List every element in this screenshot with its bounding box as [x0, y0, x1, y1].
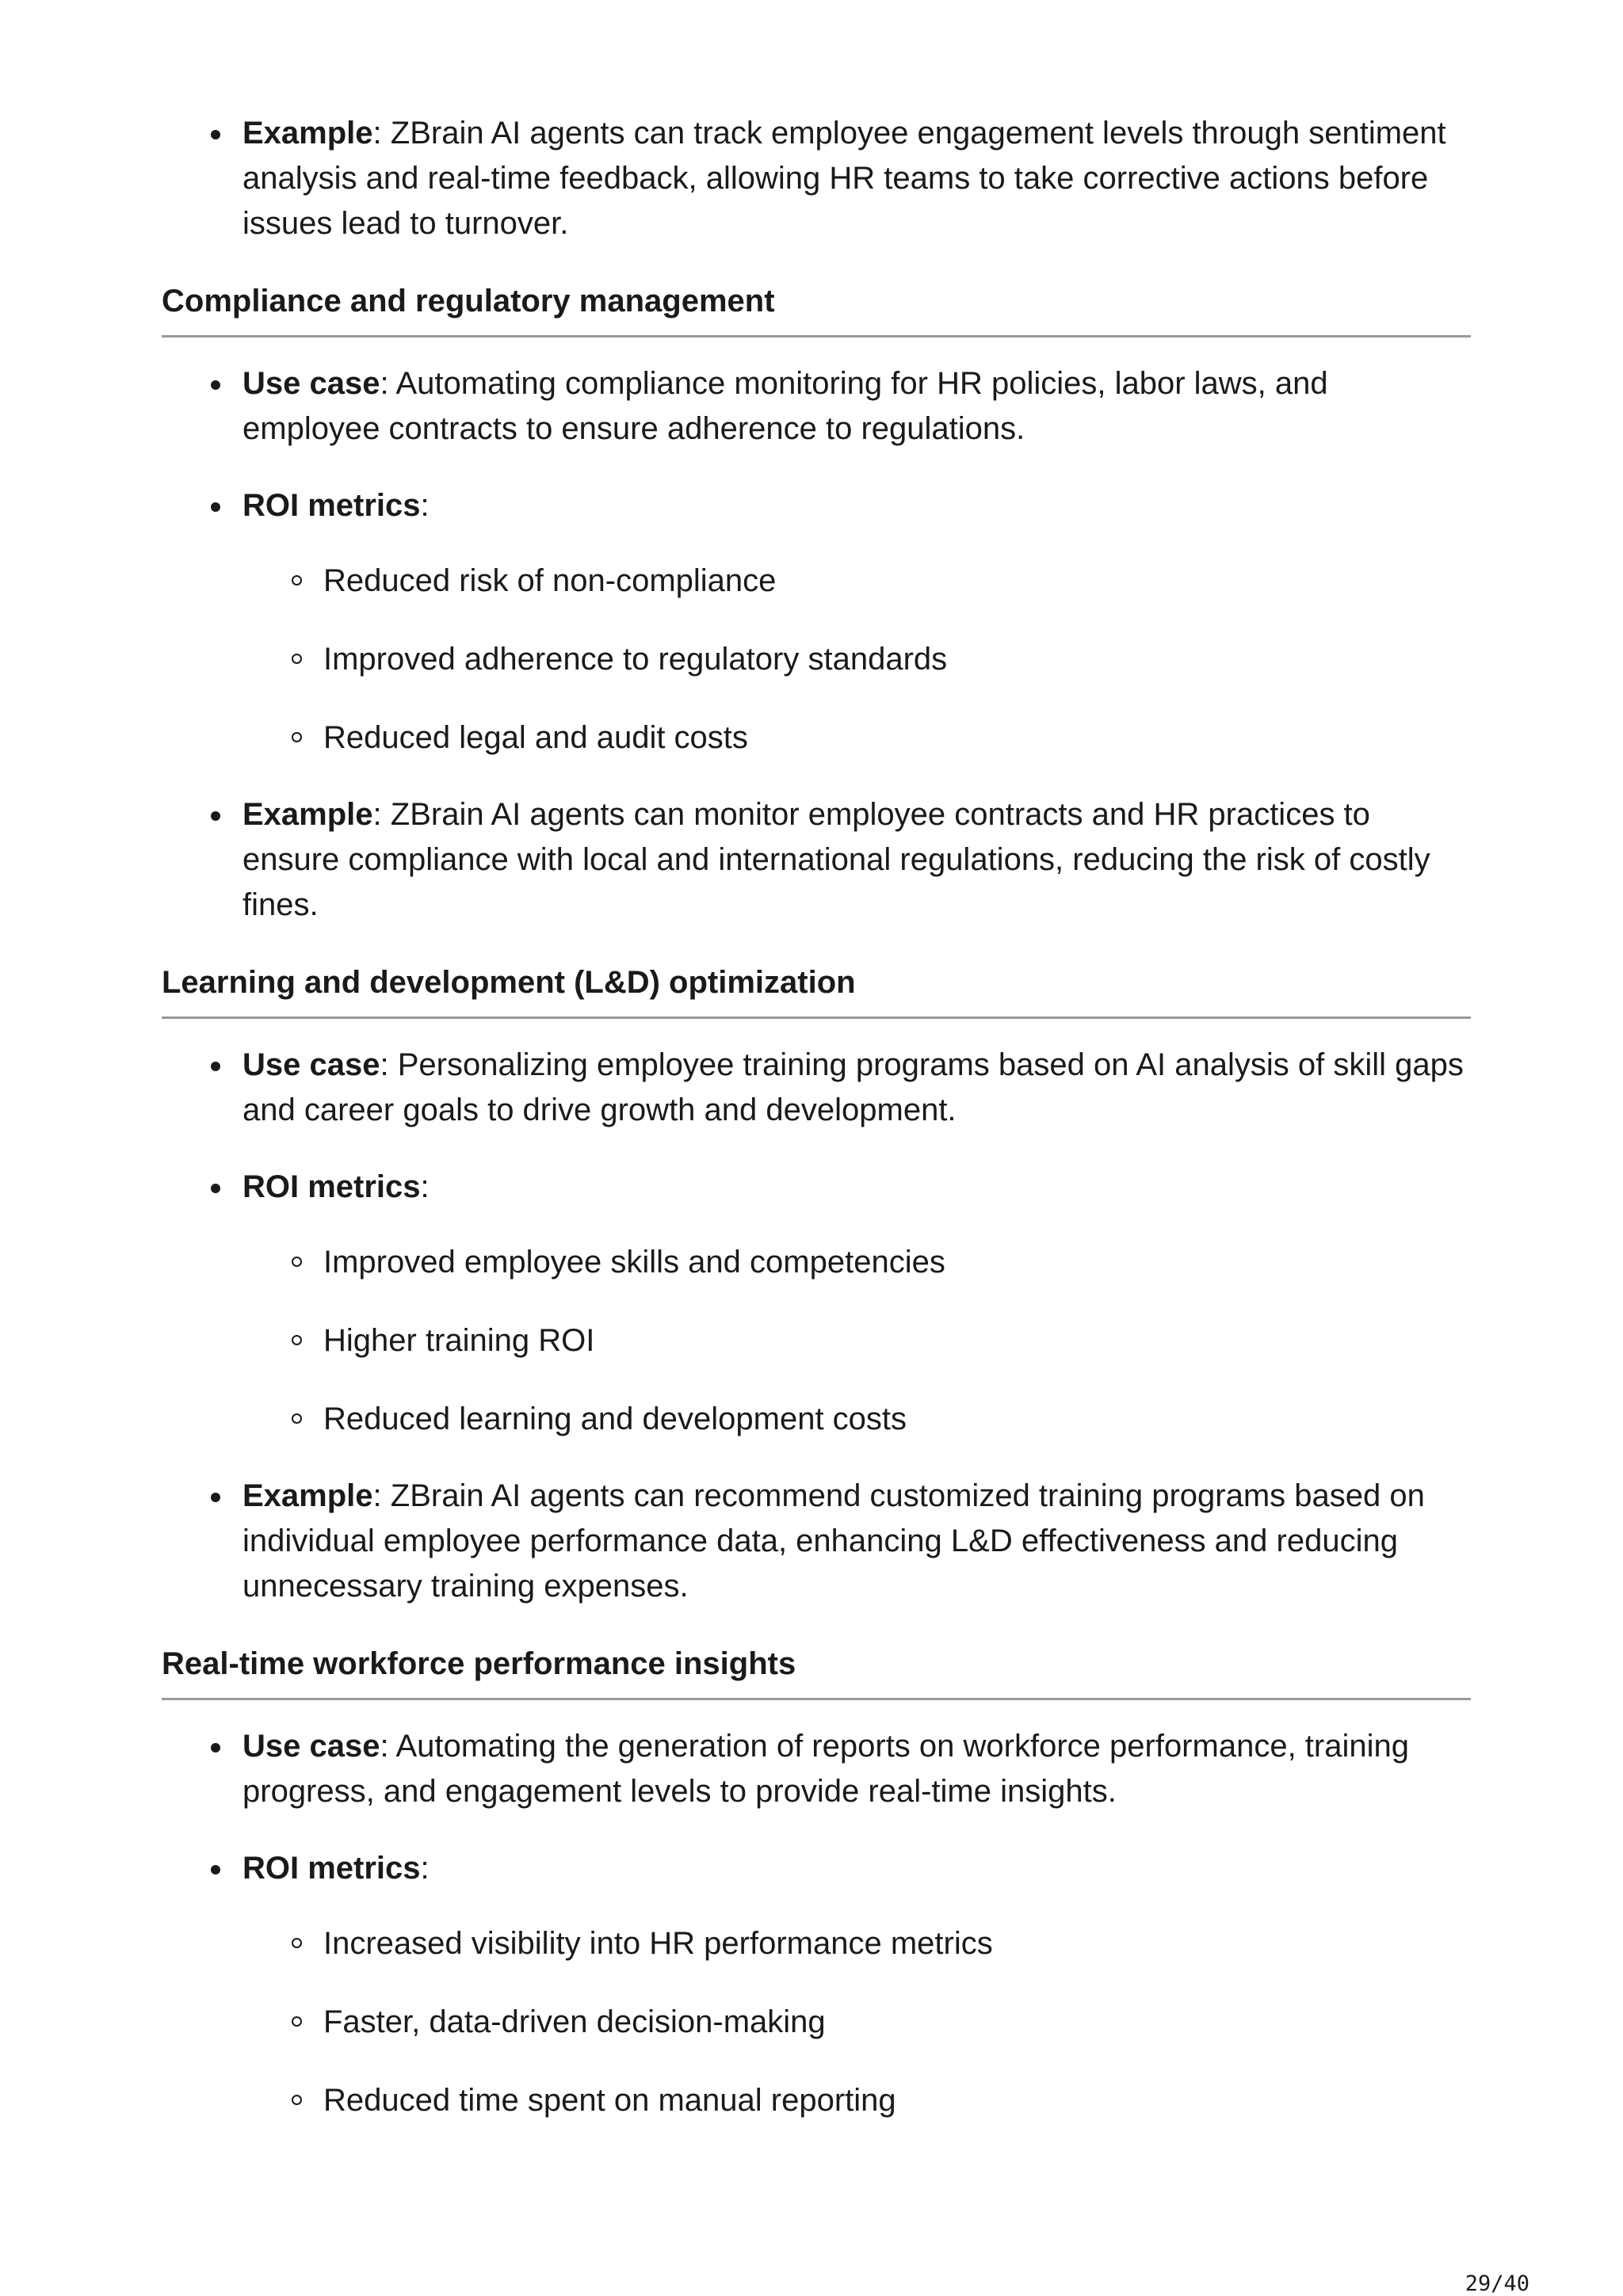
roi-metrics-suffix: :: [420, 1169, 430, 1204]
example-item: [242, 792, 1471, 928]
roi-metric: Reduced legal and audit costs: [323, 715, 1471, 761]
roi-metrics-list: [242, 559, 1471, 761]
use-case-item: [242, 1043, 1471, 1133]
use-case-text: : Personalizing employee training programs based on AI analysis of skill gaps and career goals to drive growth and development.: [242, 1047, 1464, 1127]
roi-metrics-item: [242, 483, 1471, 761]
roi-metrics-label: ROI metrics: [242, 1851, 421, 1886]
example-label: Example: [242, 797, 373, 832]
example-text: : ZBrain AI agents can track employee engagement levels through sentiment analysis and real-time feedback, allowing HR teams to take corrective actions before issues lead to turnover.: [242, 116, 1446, 241]
section-heading: Compliance and regulatory management: [162, 281, 1471, 338]
roi-metric: Reduced risk of non-compliance: [323, 559, 1471, 604]
roi-metric: Improved adherence to regulatory standards: [323, 637, 1471, 682]
roi-metrics-suffix: :: [420, 488, 430, 523]
section-list: [162, 1043, 1471, 1609]
section-heading: Real-time workforce performance insights: [162, 1644, 1471, 1700]
page-number: 29/40: [1465, 2271, 1529, 2296]
section-list: [162, 1724, 1471, 2123]
roi-metrics-label: ROI metrics: [242, 488, 421, 523]
roi-metric: Increased visibility into HR performance metrics: [323, 1921, 1471, 1966]
roi-metric: Faster, data-driven decision-making: [323, 2000, 1471, 2045]
example-item: [242, 111, 1471, 246]
intro-list: [162, 111, 1471, 246]
use-case-label: Use case: [242, 366, 380, 401]
roi-metrics-list: [242, 1240, 1471, 1442]
example-label: Example: [242, 1478, 373, 1513]
use-case-text: : Automating the generation of reports on workforce performance, training progress, and engagement levels to provide real-time insights.: [242, 1729, 1409, 1809]
example-text: : ZBrain AI agents can recommend customized training programs based on individual employee performance data, enhancing L&D effectiveness and reducing unnecessary training expenses.: [242, 1478, 1425, 1604]
use-case-item: [242, 361, 1471, 452]
roi-metric: Reduced time spent on manual reporting: [323, 2078, 1471, 2123]
section-heading: Learning and development (L&D) optimization: [162, 963, 1471, 1019]
roi-metrics-item: [242, 1846, 1471, 2123]
roi-metrics-label: ROI metrics: [242, 1169, 421, 1204]
roi-metric: Reduced learning and development costs: [323, 1397, 1471, 1442]
use-case-item: [242, 1724, 1471, 1814]
roi-metrics-suffix: :: [420, 1851, 430, 1886]
example-item: [242, 1474, 1471, 1609]
section-learning-development: [162, 963, 1471, 1609]
example-text: : ZBrain AI agents can monitor employee contracts and HR practices to ensure compliance with local and international regulations, reducing the risk of costly fines.: [242, 797, 1430, 922]
roi-metric: Higher training ROI: [323, 1318, 1471, 1363]
example-label: Example: [242, 116, 373, 151]
roi-metrics-list: [242, 1921, 1471, 2123]
use-case-text: : Automating compliance monitoring for HR policies, labor laws, and employee contracts to ensure adherence to regulations.: [242, 366, 1328, 446]
use-case-label: Use case: [242, 1729, 380, 1764]
roi-metrics-item: [242, 1165, 1471, 1442]
section-realtime-insights: [162, 1644, 1471, 2123]
section-compliance: [162, 281, 1471, 928]
roi-metric: Improved employee skills and competencies: [323, 1240, 1471, 1285]
document-page: [162, 111, 1471, 2155]
use-case-label: Use case: [242, 1047, 380, 1082]
section-list: [162, 361, 1471, 928]
